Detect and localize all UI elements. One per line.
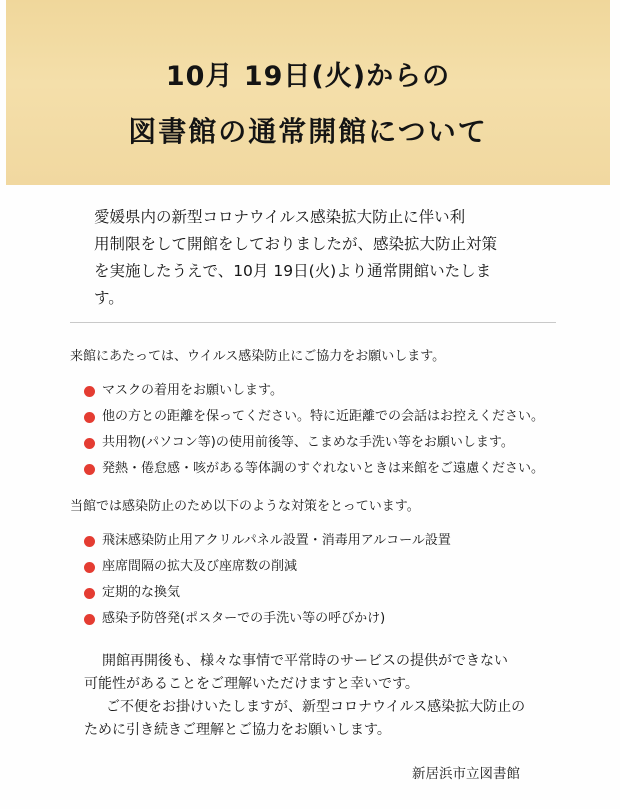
intro-line: 用制限をして開館をしておりましたが、感染拡大防止対策	[94, 235, 498, 253]
request-item	[84, 456, 544, 482]
measure-item-text: 定期的な換気	[102, 585, 181, 600]
closing-paragraph	[84, 650, 564, 742]
intro-paragraph	[94, 204, 564, 312]
measure-item-text: 飛沫感染防止用アクリルパネル設置・消毒用アルコール設置	[102, 533, 451, 548]
measure-item	[84, 554, 451, 580]
request-lead: 来館にあたっては、ウイルス感染防止にご協力をお願いします。	[70, 349, 446, 364]
measure-item-text: 感染予防啓発(ポスターでの手洗い等の呼びかけ)	[102, 611, 386, 626]
bullet-dot-icon	[84, 438, 95, 449]
request-list	[84, 378, 544, 482]
measure-item	[84, 528, 451, 554]
title-line-1: 10月 19日(火)からの	[165, 61, 451, 92]
section-divider	[70, 322, 556, 323]
title-banner	[6, 0, 610, 185]
bullet-dot-icon	[84, 536, 95, 547]
request-item-text: マスクの着用をお願いします。	[102, 383, 283, 398]
library-signature: 新居浜市立図書館	[412, 766, 520, 782]
request-item-text: 他の方との距離を保ってください。特に近距離での会話はお控えください。	[102, 409, 545, 424]
closing-line: 可能性があることをご理解いただけますと幸いです。	[84, 676, 419, 692]
bullet-dot-icon	[84, 614, 95, 625]
closing-line: ご不便をお掛けいたしますが、新型コロナウイルス感染拡大防止の	[106, 699, 526, 715]
request-item-text: 発熱・倦怠感・咳がある等体調のすぐれないときは来館をご遠慮ください。	[102, 461, 545, 476]
measures-list	[84, 528, 451, 632]
closing-line: ために引き続きご理解とご協力をお願いします。	[84, 722, 391, 738]
title-line-2: 図書館の通常開館について	[128, 115, 488, 148]
bullet-dot-icon	[84, 386, 95, 397]
bullet-dot-icon	[84, 588, 95, 599]
intro-line: す。	[94, 289, 124, 307]
intro-line: 愛媛県内の新型コロナウイルス感染拡大防止に伴い利	[94, 208, 466, 226]
intro-line: を実施したうえで、10月 19日(火)より通常開館いたしま	[94, 262, 492, 280]
request-item-text: 共用物(パソコン等)の使用前後等、こまめな手洗い等をお願いします。	[102, 435, 514, 450]
closing-line: 開館再開後も、様々な事情で平常時のサービスの提供ができない	[102, 653, 508, 669]
measure-item	[84, 606, 451, 632]
bullet-dot-icon	[84, 412, 95, 423]
measure-item-text: 座席間隔の拡大及び座席数の削減	[102, 559, 298, 574]
request-item	[84, 430, 544, 456]
measure-item	[84, 580, 451, 606]
bullet-dot-icon	[84, 464, 95, 475]
measures-lead: 当館では感染防止のため以下のような対策をとっています。	[70, 499, 420, 514]
bullet-dot-icon	[84, 562, 95, 573]
request-item	[84, 378, 544, 404]
request-item	[84, 404, 544, 430]
